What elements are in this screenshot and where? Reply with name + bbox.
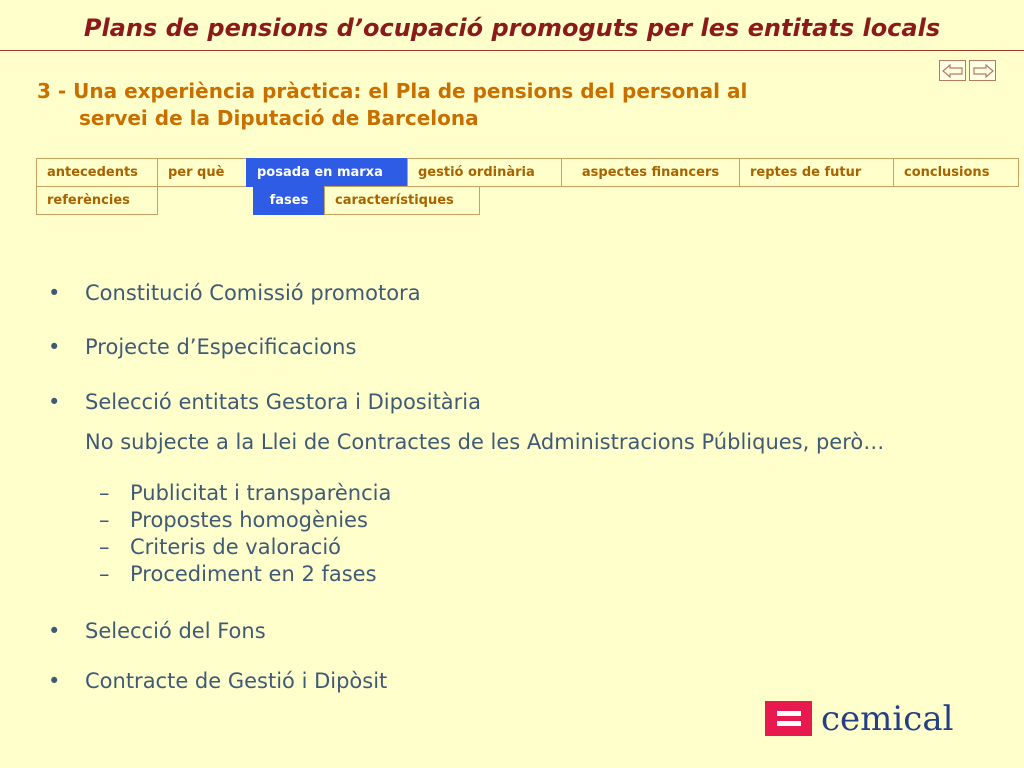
bullet-text: Selecció entitats Gestora i Dipositària bbox=[85, 390, 482, 414]
bullet-item bbox=[48, 278, 421, 308]
section-heading-line2: servei de la Diputació de Barcelona bbox=[79, 106, 479, 130]
bullet-item bbox=[48, 616, 266, 646]
tab-reptes-de-futur[interactable]: reptes de futur bbox=[739, 158, 894, 187]
bullet-marker: • bbox=[48, 619, 61, 643]
logo-text: cemical bbox=[821, 698, 954, 739]
tab-gestio-ordinaria[interactable]: gestió ordinària bbox=[407, 158, 562, 187]
sub-list bbox=[85, 480, 391, 588]
arrow-left-icon bbox=[942, 64, 964, 78]
equals-icon bbox=[765, 701, 812, 736]
tab-caracteristiques[interactable]: característiques bbox=[324, 186, 480, 215]
bullet-item bbox=[48, 387, 481, 417]
tab-conclusions[interactable]: conclusions bbox=[893, 158, 1019, 187]
sub-item bbox=[85, 561, 391, 588]
title-divider bbox=[0, 50, 1024, 51]
tab-aspectes-financers[interactable]: aspectes financers bbox=[561, 158, 740, 187]
previous-slide-button[interactable] bbox=[939, 60, 966, 81]
sub-item bbox=[85, 507, 391, 534]
sub-text: Criteris de valoració bbox=[130, 535, 342, 559]
next-slide-button[interactable] bbox=[969, 60, 996, 81]
arrow-right-icon bbox=[972, 64, 994, 78]
sub-marker: – bbox=[99, 535, 110, 559]
bullet-marker: • bbox=[48, 390, 61, 414]
bullet-item bbox=[48, 666, 387, 696]
tab-spacer bbox=[157, 186, 253, 215]
bullet-marker: • bbox=[48, 669, 61, 693]
section-heading-line1: 3 - Una experiència pràctica: el Pla de pensions del personal al bbox=[37, 79, 748, 103]
tab-bar-primary bbox=[36, 158, 1018, 187]
bullet-text: Projecte d’Especificacions bbox=[85, 335, 357, 359]
sub-marker: – bbox=[99, 481, 110, 505]
bullet-marker: • bbox=[48, 335, 61, 359]
tab-per-que[interactable]: per què bbox=[157, 158, 247, 187]
sub-text: Publicitat i transparència bbox=[130, 481, 392, 505]
bullet-note: No subjecte a la Llei de Contractes de les Administracions Públiques, però… bbox=[85, 430, 885, 454]
tab-posada-en-marxa[interactable]: posada en marxa bbox=[246, 158, 408, 187]
bullet-item bbox=[48, 332, 356, 362]
tab-bar-secondary bbox=[36, 186, 479, 215]
page-title: Plans de pensions d’ocupació promoguts per les entitats locals bbox=[83, 14, 941, 42]
sub-item bbox=[85, 534, 391, 561]
bullet-text: Selecció del Fons bbox=[85, 619, 266, 643]
sub-marker: – bbox=[99, 508, 110, 532]
bullet-marker: • bbox=[48, 281, 61, 305]
sub-marker: – bbox=[99, 562, 110, 586]
bullet-text: Constitució Comissió promotora bbox=[85, 281, 421, 305]
cemical-logo bbox=[765, 698, 954, 739]
tab-referencies[interactable]: referències bbox=[36, 186, 158, 215]
tab-fases[interactable]: fases bbox=[253, 186, 325, 215]
sub-item bbox=[85, 480, 391, 507]
bullet-text: Contracte de Gestió i Dipòsit bbox=[85, 669, 388, 693]
section-heading bbox=[37, 78, 897, 132]
sub-text: Propostes homogènies bbox=[130, 508, 368, 532]
slide-navigation bbox=[939, 60, 996, 81]
sub-text: Procediment en 2 fases bbox=[130, 562, 377, 586]
tab-antecedents[interactable]: antecedents bbox=[36, 158, 158, 187]
